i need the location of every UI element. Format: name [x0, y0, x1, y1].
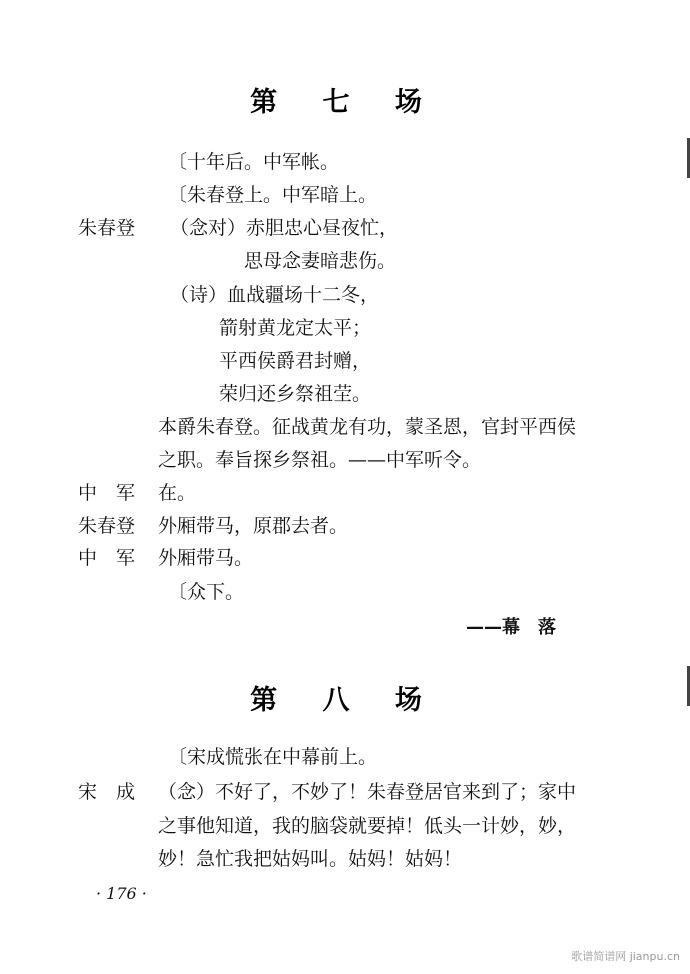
verse-line: 思母念妻暗悲伤。 — [244, 250, 397, 272]
site-watermark: 歌谱简谱网 jianpu.cn — [571, 950, 680, 963]
page-number: · 176 · — [96, 884, 147, 903]
scene-title-7: 第 七 场 — [250, 87, 440, 118]
prose-line: 本爵朱春登。征战黄龙有功，蒙圣恩，官封平西侯 — [158, 416, 577, 438]
dialogue-line: 外厢带马，原郡去者。 — [158, 515, 349, 537]
stage-direction: 〔朱春登上。中军暗上。 — [168, 184, 378, 206]
dialogue-line: 外厢带马。 — [158, 547, 254, 569]
scene-title-8: 第 八 场 — [250, 685, 440, 716]
curtain-falls: ——幕 落 — [466, 617, 556, 638]
verse-line: （念对）赤胆忠心昼夜忙， — [170, 217, 399, 239]
verse-line: 箭射黄龙定太平； — [219, 317, 372, 339]
speaker-name: 宋 成 — [78, 781, 136, 803]
dialogue-line: 在。 — [158, 482, 197, 504]
speaker-name: 中 军 — [78, 547, 136, 569]
speaker-name: 朱春登 — [78, 217, 136, 239]
speaker-name: 朱春登 — [78, 515, 136, 537]
verse-line: 荣归还乡祭祖茔。 — [219, 383, 372, 405]
dialogue-line: 之事他知道，我的脑袋就要掉！低头一计妙，妙， — [158, 815, 577, 837]
stage-direction: 〔十年后。中军帐。 — [168, 151, 340, 173]
stage-direction: 〔宋成慌张在中幕前上。 — [168, 746, 378, 768]
dialogue-line: 妙！急忙我把姑妈叫。姑妈！姑妈！ — [158, 848, 463, 870]
stage-direction: 〔众下。 — [168, 581, 245, 603]
prose-line: 之职。奉旨探乡祭祖。——中军听令。 — [158, 449, 482, 471]
dialogue-line: （念）不好了，不妙了！朱春登居官来到了；家中 — [158, 781, 577, 803]
verse-line: 平西侯爵君封赠， — [219, 350, 372, 372]
speaker-name: 中 军 — [78, 482, 136, 504]
verse-line: （诗）血战疆场十二冬， — [170, 284, 380, 306]
